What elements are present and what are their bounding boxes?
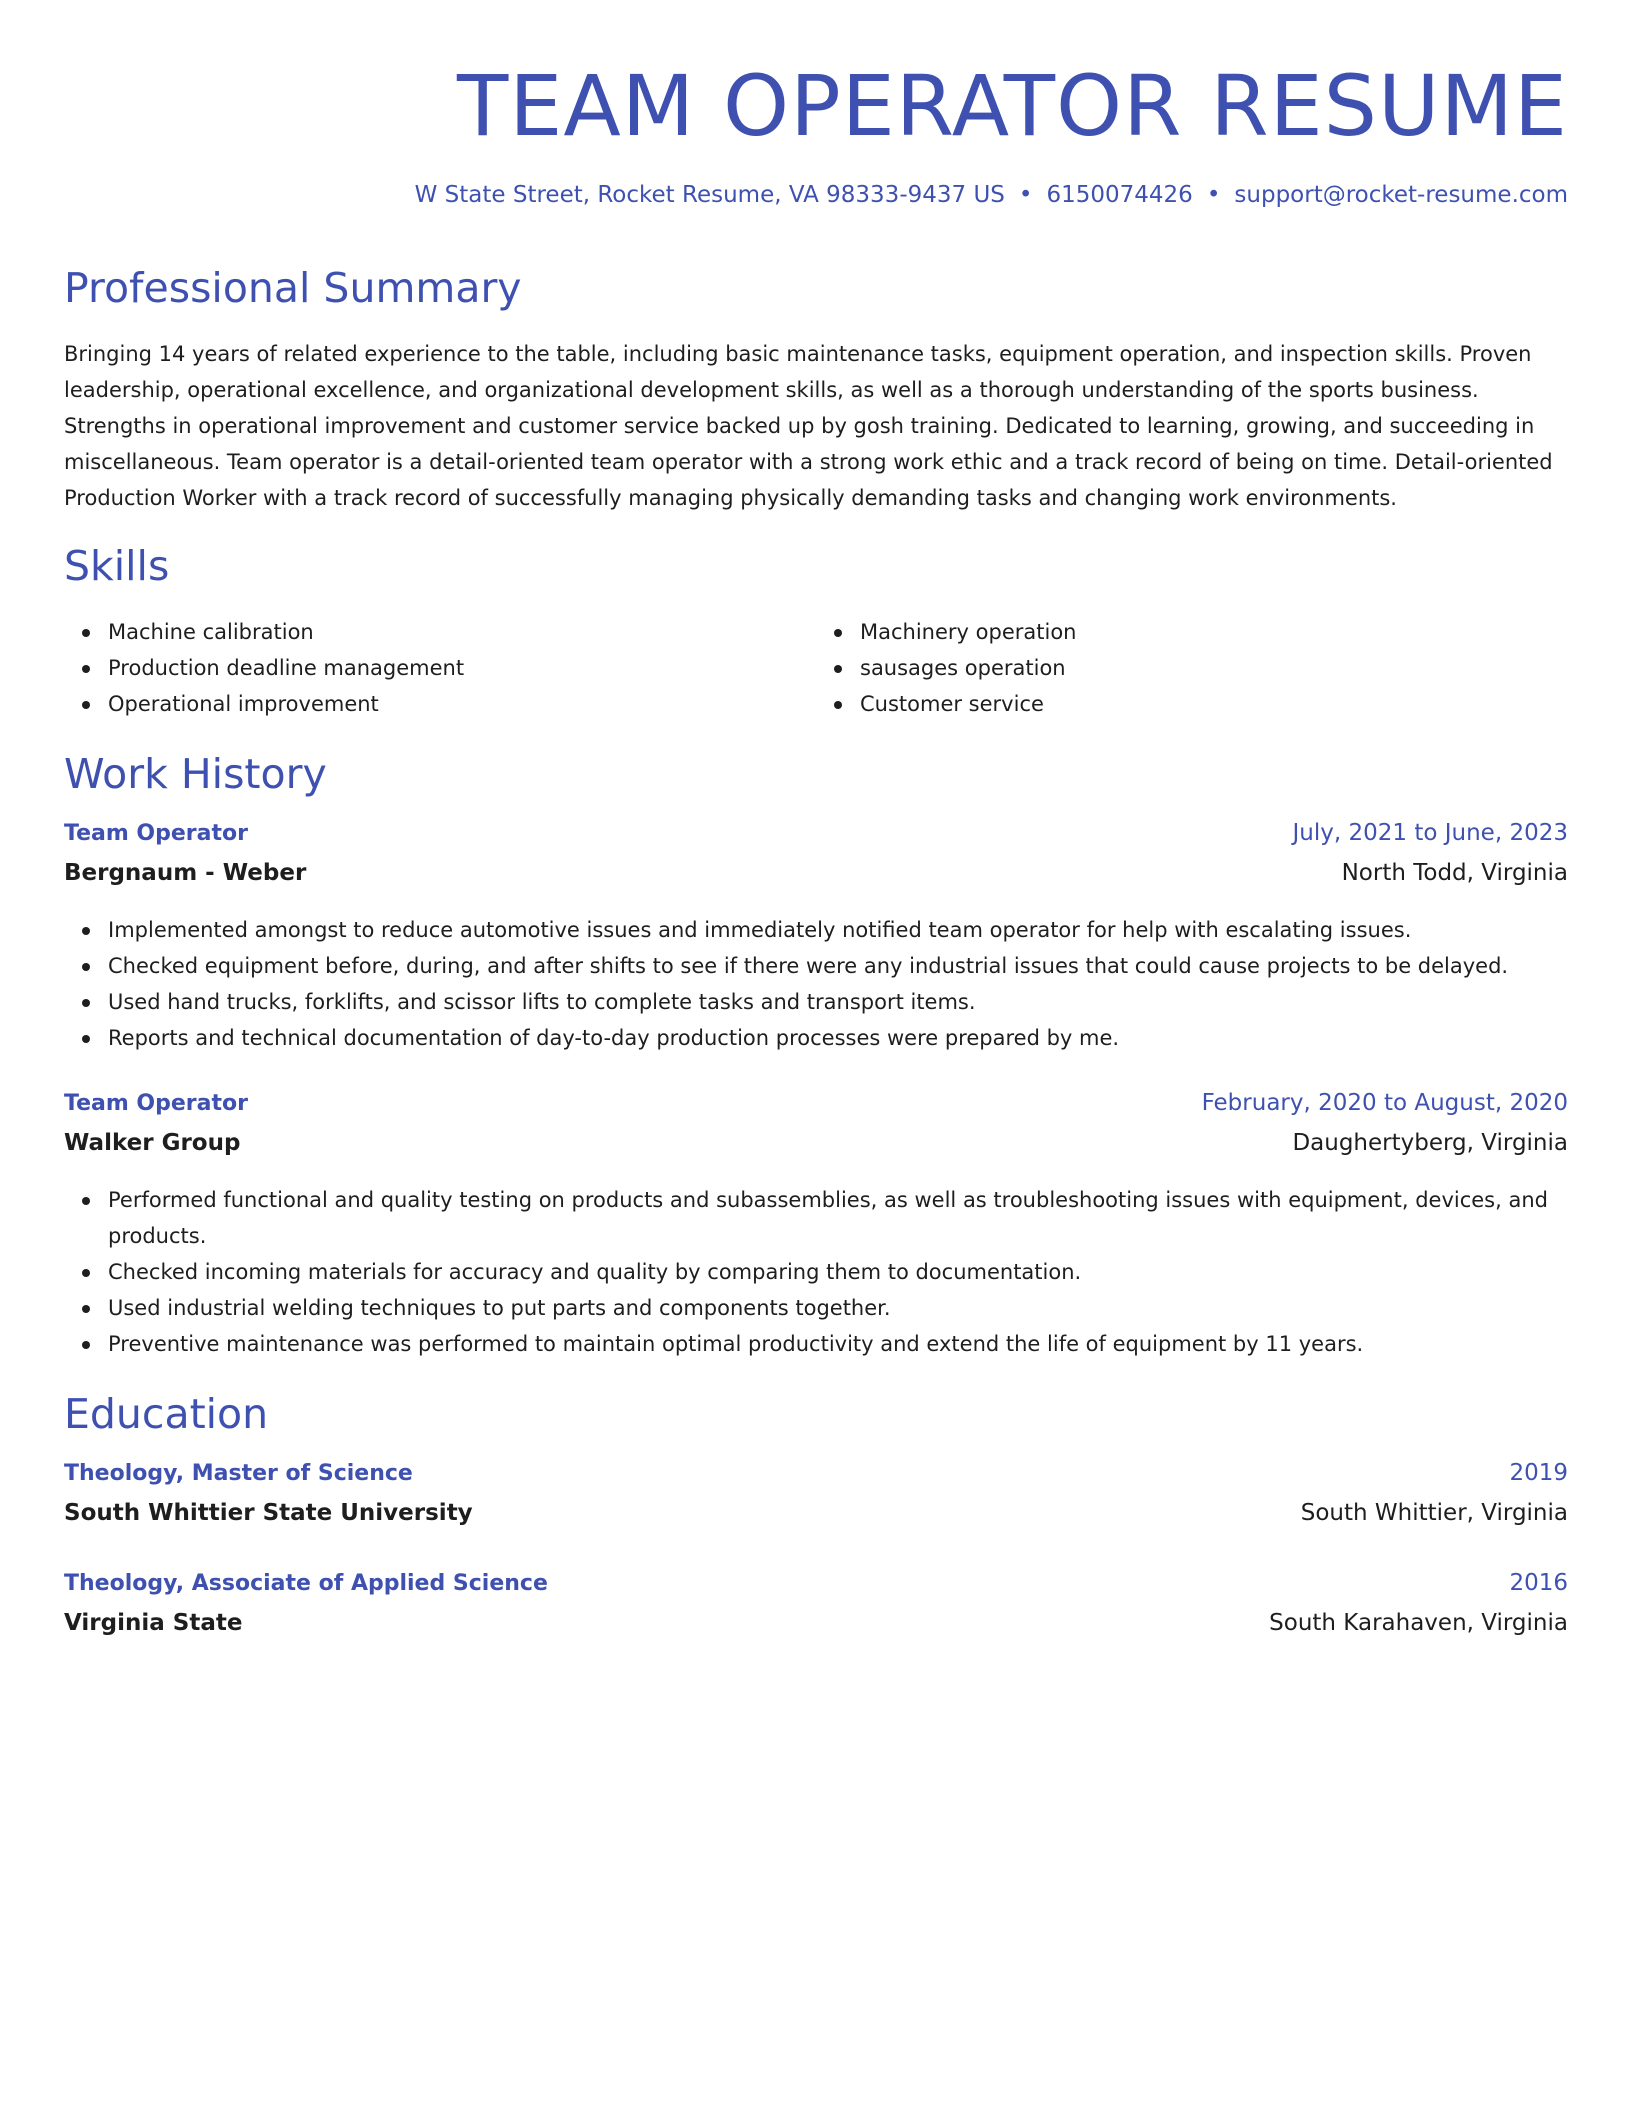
job-bullets (64, 912, 1568, 1056)
job-company: Walker Group (64, 1130, 241, 1156)
school-name: Virginia State (64, 1610, 243, 1636)
job-dates: July, 2021 to June, 2023 (1292, 820, 1568, 846)
job-location: Daughertyberg, Virginia (1292, 1130, 1568, 1156)
education-heading: Education (64, 1390, 269, 1438)
job-bullet: Used industrial welding techniques to put parts and components together. (108, 1290, 1568, 1326)
job-entry (64, 820, 1568, 1056)
skill-item: sausages operation (860, 650, 1568, 686)
skill-item: Production deadline management (108, 650, 816, 686)
job-bullet: Reports and technical documentation of day-to-day production processes were prepared by me. (108, 1020, 1568, 1056)
school-location: South Whittier, Virginia (1300, 1500, 1568, 1526)
job-title: Team Operator (64, 1091, 248, 1116)
skills-list-right (816, 614, 1568, 722)
job-title: Team Operator (64, 821, 248, 846)
job-dates: February, 2020 to August, 2020 (1201, 1090, 1568, 1116)
school-name: South Whittier State University (64, 1500, 473, 1526)
job-company: Bergnaum - Weber (64, 860, 307, 886)
degree-name: Theology, Master of Science (64, 1461, 413, 1486)
contact-email: support@rocket-resume.com (1234, 182, 1568, 208)
skills-list-left (64, 614, 816, 722)
summary-text: Bringing 14 years of related experience to the table, including basic maintenance tasks, equipment operation, and inspection skills. Proven leadership, operational excellence, and organizational development skills, as well as a thorough understanding of the sports business. Strengths in operational improvement and customer service backed up by gosh training. Dedicated to learning, growing, and succeeding in miscellaneous. Team operator is a detail-oriented team operator with a strong work ethic and a track record of being on time. Detail-oriented Production Worker with a track record of successfully managing physically demanding tasks and changing work environments. (64, 342, 1553, 510)
contact-separator: • (1206, 182, 1221, 208)
degree-name: Theology, Associate of Applied Science (64, 1571, 548, 1596)
skill-item: Machinery operation (860, 614, 1568, 650)
degree-year: 2016 (1509, 1570, 1568, 1596)
skill-item: Operational improvement (108, 686, 816, 722)
job-bullet: Checked equipment before, during, and after shifts to see if there were any industrial issues that could cause projects to be delayed. (108, 948, 1568, 984)
education-entry (64, 1570, 1568, 1650)
contact-separator: • (1018, 182, 1033, 208)
work-history-heading: Work History (64, 750, 327, 798)
job-entry (64, 1090, 1568, 1362)
contact-line (415, 182, 1568, 208)
contact-phone: 6150074426 (1046, 182, 1193, 208)
job-bullet: Preventive maintenance was performed to maintain optimal productivity and extend the life of equipment by 11 years. (108, 1326, 1568, 1362)
job-location: North Todd, Virginia (1341, 860, 1568, 886)
job-bullets (64, 1182, 1568, 1362)
job-bullet: Implemented amongst to reduce automotive issues and immediately notified team operator for help with escalating issues. (108, 912, 1568, 948)
job-bullet: Checked incoming materials for accuracy and quality by comparing them to documentation. (108, 1254, 1568, 1290)
summary-heading: Professional Summary (64, 264, 522, 312)
skills-grid (64, 614, 1568, 722)
degree-year: 2019 (1509, 1460, 1568, 1486)
contact-address: W State Street, Rocket Resume, VA 98333-9437 US (414, 182, 1005, 208)
job-bullet: Used hand trucks, forklifts, and scissor lifts to complete tasks and transport items. (108, 984, 1568, 1020)
job-bullet: Performed functional and quality testing on products and subassemblies, as well as troubleshooting issues with equipment, devices, and products. (108, 1182, 1568, 1254)
education-entry (64, 1460, 1568, 1540)
skill-item: Customer service (860, 686, 1568, 722)
school-location: South Karahaven, Virginia (1269, 1610, 1568, 1636)
resume-title: TEAM OPERATOR RESUME (456, 57, 1568, 155)
skills-heading: Skills (64, 542, 170, 590)
skill-item: Machine calibration (108, 614, 816, 650)
